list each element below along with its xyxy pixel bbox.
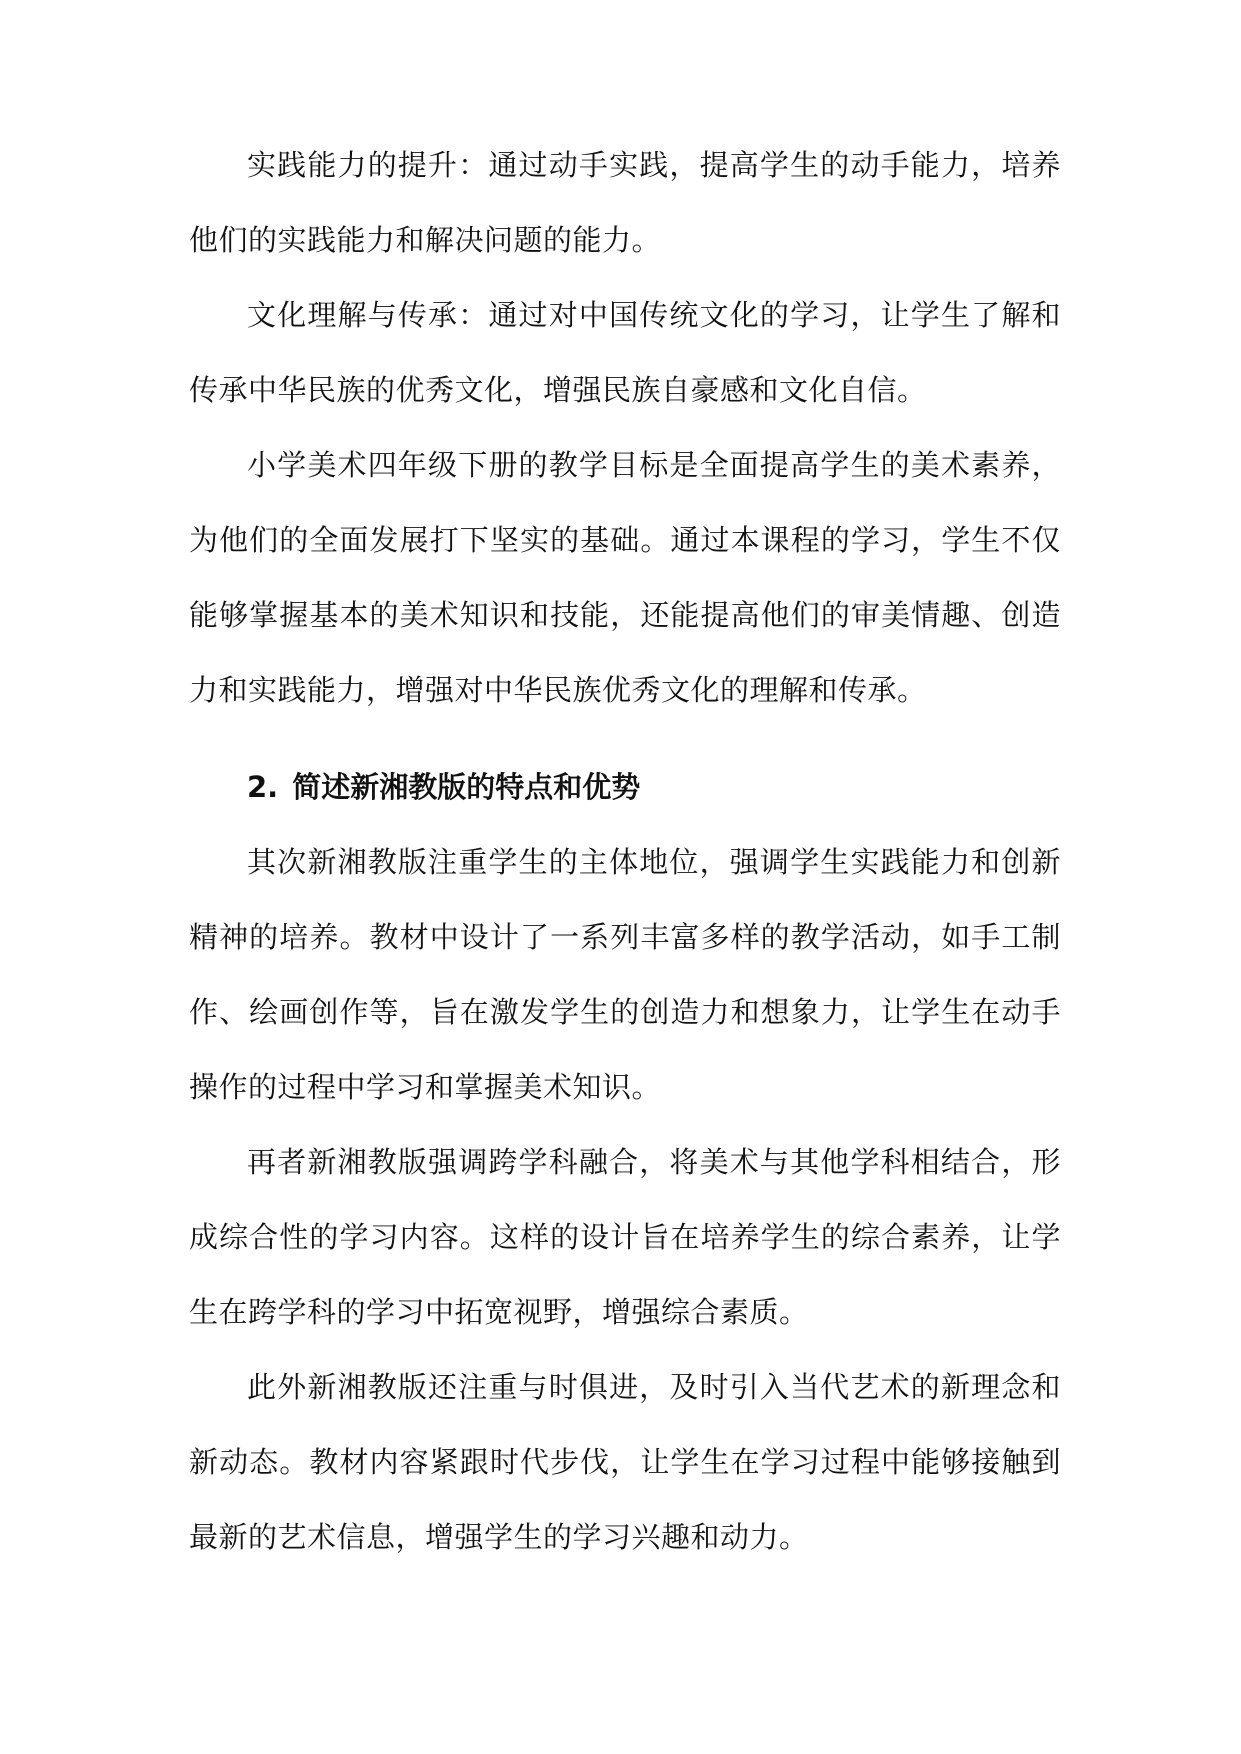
section-heading bbox=[189, 750, 1061, 825]
section-number: 2. bbox=[247, 770, 279, 804]
section-title: 简述新湘教版的特点和优势 bbox=[292, 770, 641, 804]
paragraph-practice-ability: 实践能力的提升：通过动手实践，提高学生的动手能力，培养他们的实践能力和解决问题的能力。 bbox=[189, 148, 1061, 257]
paragraph-culture-heritage: 文化理解与传承：通过对中国传统文化的学习，让学生了解和传承中华民族的优秀文化，增强民族自豪感和文化自信。 bbox=[189, 298, 1061, 407]
paragraph-interdisciplinary: 再者新湘教版强调跨学科融合，将美术与其他学科相结合，形成综合性的学习内容。这样的设计旨在培养学生的综合素养，让学生在跨学科的学习中拓宽视野，增强综合素质。 bbox=[189, 1145, 1061, 1329]
paragraph-student-centered: 其次新湘教版注重学生的主体地位，强调学生实践能力和创新精神的培养。教材中设计了一系列丰富多样的教学活动，如手工制作、绘画创作等，旨在激发学生的创造力和想象力，让学生在动手操作的过程中学习和掌握美术知识。 bbox=[189, 845, 1061, 1104]
document-page bbox=[189, 128, 1061, 1575]
paragraph-contemporary: 此外新湘教版还注重与时俱进，及时引入当代艺术的新理念和新动态。教材内容紧跟时代步伐，让学生在学习过程中能够接触到最新的艺术信息，增强学生的学习兴趣和动力。 bbox=[189, 1370, 1061, 1554]
paragraph-teaching-goal: 小学美术四年级下册的教学目标是全面提高学生的美术素养，为他们的全面发展打下坚实的基础。通过本课程的学习，学生不仅能够掌握基本的美术知识和技能，还能提高他们的审美情趣、创造力和实践能力，增强对中华民族优秀文化的理解和传承。 bbox=[189, 448, 1061, 707]
